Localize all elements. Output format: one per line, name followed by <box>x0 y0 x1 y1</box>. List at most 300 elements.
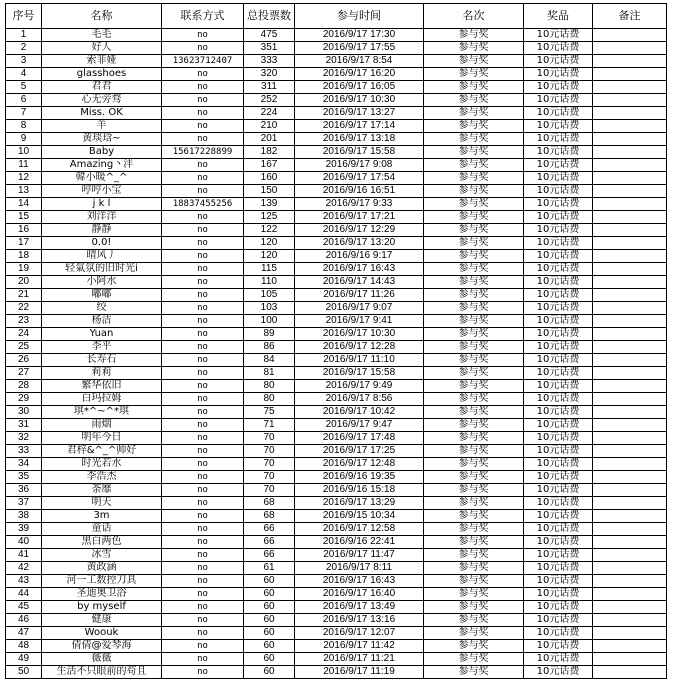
results-sheet <box>5 3 667 679</box>
cell-index: 2 <box>6 42 42 55</box>
cell-index: 4 <box>6 68 42 81</box>
header-votes: 总投票数 <box>244 4 295 29</box>
cell-rank: 参与奖 <box>424 237 524 250</box>
cell-notes <box>593 419 667 432</box>
cell-notes <box>593 68 667 81</box>
cell-contact: no <box>162 458 244 471</box>
cell-votes: 70 <box>244 445 295 458</box>
cell-votes: 125 <box>244 211 295 224</box>
cell-votes: 89 <box>244 328 295 341</box>
cell-name: 黑白两色 <box>42 536 162 549</box>
table-row <box>6 185 667 198</box>
cell-time: 2016/9/17 13:29 <box>295 497 424 510</box>
cell-time: 2016/9/17 9:41 <box>295 315 424 328</box>
cell-votes: 68 <box>244 510 295 523</box>
cell-prize: 10元话费 <box>524 328 593 341</box>
cell-notes <box>593 536 667 549</box>
cell-prize: 10元话费 <box>524 653 593 666</box>
cell-prize: 10元话费 <box>524 133 593 146</box>
cell-index: 9 <box>6 133 42 146</box>
cell-prize: 10元话费 <box>524 588 593 601</box>
cell-time: 2016/9/17 9:47 <box>295 419 424 432</box>
cell-contact: no <box>162 406 244 419</box>
cell-votes: 201 <box>244 133 295 146</box>
table-row <box>6 354 667 367</box>
cell-prize: 10元话费 <box>524 562 593 575</box>
cell-rank: 参与奖 <box>424 367 524 380</box>
cell-notes <box>593 471 667 484</box>
cell-index: 5 <box>6 81 42 94</box>
cell-prize: 10元话费 <box>524 536 593 549</box>
cell-prize: 10元话费 <box>524 237 593 250</box>
table-row <box>6 393 667 406</box>
cell-votes: 71 <box>244 419 295 432</box>
table-row <box>6 68 667 81</box>
table-row <box>6 562 667 575</box>
cell-rank: 参与奖 <box>424 510 524 523</box>
cell-name: 哼哼小宝 <box>42 185 162 198</box>
cell-notes <box>593 302 667 315</box>
cell-contact: no <box>162 666 244 679</box>
cell-index: 14 <box>6 198 42 211</box>
cell-prize: 10元话费 <box>524 224 593 237</box>
cell-rank: 参与奖 <box>424 497 524 510</box>
cell-prize: 10元话费 <box>524 640 593 653</box>
cell-prize: 10元话费 <box>524 445 593 458</box>
cell-time: 2016/9/16 22:41 <box>295 536 424 549</box>
cell-prize: 10元话费 <box>524 29 593 42</box>
cell-name: 杨洁 <box>42 315 162 328</box>
cell-rank: 参与奖 <box>424 328 524 341</box>
cell-time: 2016/9/17 17:54 <box>295 172 424 185</box>
cell-rank: 参与奖 <box>424 536 524 549</box>
cell-name: 莉莉 <box>42 367 162 380</box>
cell-votes: 311 <box>244 81 295 94</box>
cell-name: 刘洋洋 <box>42 211 162 224</box>
cell-time: 2016/9/17 9:08 <box>295 159 424 172</box>
cell-name: Amazing丶沣 <box>42 159 162 172</box>
cell-votes: 61 <box>244 562 295 575</box>
cell-index: 21 <box>6 289 42 302</box>
cell-votes: 60 <box>244 614 295 627</box>
cell-contact: no <box>162 601 244 614</box>
cell-rank: 参与奖 <box>424 354 524 367</box>
cell-votes: 139 <box>244 198 295 211</box>
cell-rank: 参与奖 <box>424 250 524 263</box>
cell-prize: 10元话费 <box>524 42 593 55</box>
cell-contact: no <box>162 185 244 198</box>
cell-index: 47 <box>6 627 42 640</box>
cell-index: 49 <box>6 653 42 666</box>
table-row <box>6 380 667 393</box>
cell-rank: 参与奖 <box>424 315 524 328</box>
cell-votes: 333 <box>244 55 295 68</box>
cell-index: 24 <box>6 328 42 341</box>
table-row <box>6 133 667 146</box>
cell-votes: 115 <box>244 263 295 276</box>
header-time: 参与时间 <box>295 4 424 29</box>
cell-notes <box>593 562 667 575</box>
cell-time: 2016/9/16 19:35 <box>295 471 424 484</box>
cell-name: 李浩杰 <box>42 471 162 484</box>
table-row <box>6 328 667 341</box>
cell-rank: 参与奖 <box>424 380 524 393</box>
cell-rank: 参与奖 <box>424 68 524 81</box>
cell-prize: 10元话费 <box>524 627 593 640</box>
cell-contact: no <box>162 549 244 562</box>
cell-time: 2016/9/17 11:26 <box>295 289 424 302</box>
cell-contact: no <box>162 159 244 172</box>
cell-time: 2016/9/17 16:43 <box>295 263 424 276</box>
cell-rank: 参与奖 <box>424 289 524 302</box>
cell-name: 健康 <box>42 614 162 627</box>
cell-time: 2016/9/17 16:40 <box>295 588 424 601</box>
cell-notes <box>593 445 667 458</box>
cell-rank: 参与奖 <box>424 94 524 107</box>
cell-notes <box>593 458 667 471</box>
cell-index: 30 <box>6 406 42 419</box>
cell-contact: no <box>162 640 244 653</box>
cell-name: 雨烟 <box>42 419 162 432</box>
cell-index: 37 <box>6 497 42 510</box>
cell-name: 繁华依旧 <box>42 380 162 393</box>
cell-contact: no <box>162 328 244 341</box>
cell-name: by myself <box>42 601 162 614</box>
cell-index: 31 <box>6 419 42 432</box>
cell-name: 黄政涵 <box>42 562 162 575</box>
cell-votes: 60 <box>244 575 295 588</box>
cell-contact: no <box>162 614 244 627</box>
cell-votes: 167 <box>244 159 295 172</box>
cell-index: 38 <box>6 510 42 523</box>
cell-contact: no <box>162 302 244 315</box>
cell-prize: 10元话费 <box>524 120 593 133</box>
table-row <box>6 120 667 133</box>
cell-rank: 参与奖 <box>424 29 524 42</box>
cell-votes: 66 <box>244 549 295 562</box>
cell-name: 好人 <box>42 42 162 55</box>
cell-contact: no <box>162 497 244 510</box>
cell-contact: no <box>162 536 244 549</box>
table-row <box>6 666 667 679</box>
header-index: 序号 <box>6 4 42 29</box>
cell-notes <box>593 627 667 640</box>
cell-rank: 参与奖 <box>424 302 524 315</box>
cell-time: 2016/9/17 17:30 <box>295 29 424 42</box>
cell-time: 2016/9/17 17:48 <box>295 432 424 445</box>
cell-rank: 参与奖 <box>424 120 524 133</box>
table-row <box>6 107 667 120</box>
cell-votes: 103 <box>244 302 295 315</box>
cell-votes: 160 <box>244 172 295 185</box>
table-row <box>6 445 667 458</box>
cell-rank: 参与奖 <box>424 653 524 666</box>
cell-votes: 224 <box>244 107 295 120</box>
cell-notes <box>593 588 667 601</box>
cell-votes: 60 <box>244 588 295 601</box>
cell-time: 2016/9/16 16:51 <box>295 185 424 198</box>
cell-votes: 86 <box>244 341 295 354</box>
table-row <box>6 471 667 484</box>
cell-contact: no <box>162 81 244 94</box>
table-row <box>6 432 667 445</box>
cell-notes <box>593 133 667 146</box>
cell-notes <box>593 640 667 653</box>
cell-contact: 13623712407 <box>162 55 244 68</box>
cell-notes <box>593 29 667 42</box>
cell-contact: no <box>162 575 244 588</box>
table-row <box>6 94 667 107</box>
cell-rank: 参与奖 <box>424 549 524 562</box>
cell-notes <box>593 484 667 497</box>
table-row <box>6 341 667 354</box>
cell-name: 绞 <box>42 302 162 315</box>
cell-prize: 10元话费 <box>524 380 593 393</box>
cell-prize: 10元话费 <box>524 666 593 679</box>
table-row <box>6 55 667 68</box>
cell-time: 2016/9/17 17:21 <box>295 211 424 224</box>
cell-index: 29 <box>6 393 42 406</box>
cell-notes <box>593 575 667 588</box>
cell-prize: 10元话费 <box>524 575 593 588</box>
cell-name: 0.0! <box>42 237 162 250</box>
table-row <box>6 484 667 497</box>
cell-rank: 参与奖 <box>424 198 524 211</box>
cell-votes: 70 <box>244 432 295 445</box>
table-row <box>6 250 667 263</box>
cell-index: 16 <box>6 224 42 237</box>
cell-notes <box>593 341 667 354</box>
cell-name: 时光若水 <box>42 458 162 471</box>
results-table <box>5 3 667 679</box>
cell-rank: 参与奖 <box>424 601 524 614</box>
cell-time: 2016/9/17 13:20 <box>295 237 424 250</box>
cell-prize: 10元话费 <box>524 471 593 484</box>
cell-contact: no <box>162 107 244 120</box>
cell-index: 26 <box>6 354 42 367</box>
cell-votes: 81 <box>244 367 295 380</box>
cell-prize: 10元话费 <box>524 497 593 510</box>
cell-name: j k l <box>42 198 162 211</box>
cell-name: 薇薇 <box>42 653 162 666</box>
cell-votes: 66 <box>244 536 295 549</box>
cell-name: 毛毛 <box>42 29 162 42</box>
cell-rank: 参与奖 <box>424 458 524 471</box>
cell-rank: 参与奖 <box>424 562 524 575</box>
cell-votes: 182 <box>244 146 295 159</box>
cell-index: 44 <box>6 588 42 601</box>
cell-contact: no <box>162 354 244 367</box>
table-row <box>6 42 667 55</box>
cell-time: 2016/9/17 8:11 <box>295 562 424 575</box>
cell-contact: no <box>162 224 244 237</box>
cell-rank: 参与奖 <box>424 81 524 94</box>
header-rank: 名次 <box>424 4 524 29</box>
cell-votes: 150 <box>244 185 295 198</box>
cell-time: 2016/9/17 10:42 <box>295 406 424 419</box>
cell-notes <box>593 211 667 224</box>
cell-name: 晴风丿 <box>42 250 162 263</box>
cell-contact: no <box>162 653 244 666</box>
cell-rank: 参与奖 <box>424 445 524 458</box>
cell-votes: 66 <box>244 523 295 536</box>
cell-votes: 60 <box>244 640 295 653</box>
table-row <box>6 302 667 315</box>
cell-time: 2016/9/17 8:56 <box>295 393 424 406</box>
cell-notes <box>593 549 667 562</box>
cell-contact: no <box>162 432 244 445</box>
table-row <box>6 81 667 94</box>
cell-time: 2016/9/17 17:25 <box>295 445 424 458</box>
cell-rank: 参与奖 <box>424 588 524 601</box>
cell-votes: 105 <box>244 289 295 302</box>
cell-prize: 10元话费 <box>524 172 593 185</box>
cell-index: 32 <box>6 432 42 445</box>
cell-contact: no <box>162 263 244 276</box>
header-prize: 奖品 <box>524 4 593 29</box>
cell-votes: 110 <box>244 276 295 289</box>
cell-contact: no <box>162 445 244 458</box>
header-name: 名称 <box>42 4 162 29</box>
table-row <box>6 575 667 588</box>
table-row <box>6 211 667 224</box>
cell-contact: no <box>162 484 244 497</box>
cell-notes <box>593 666 667 679</box>
cell-prize: 10元话费 <box>524 510 593 523</box>
cell-time: 2016/9/17 13:49 <box>295 601 424 614</box>
header-contact: 联系方式 <box>162 4 244 29</box>
cell-contact: no <box>162 588 244 601</box>
cell-name: 圣迪奥卫浴 <box>42 588 162 601</box>
cell-name: 冰雪 <box>42 549 162 562</box>
cell-time: 2016/9/17 12:58 <box>295 523 424 536</box>
cell-votes: 60 <box>244 666 295 679</box>
cell-prize: 10元话费 <box>524 146 593 159</box>
cell-contact: no <box>162 523 244 536</box>
cell-time: 2016/9/17 15:58 <box>295 367 424 380</box>
cell-prize: 10元话费 <box>524 159 593 172</box>
table-row <box>6 29 667 42</box>
table-body <box>6 29 667 679</box>
table-row <box>6 224 667 237</box>
cell-notes <box>593 198 667 211</box>
cell-contact: no <box>162 172 244 185</box>
cell-notes <box>593 107 667 120</box>
cell-contact: no <box>162 471 244 484</box>
cell-contact: no <box>162 42 244 55</box>
cell-notes <box>593 315 667 328</box>
cell-notes <box>593 328 667 341</box>
cell-index: 28 <box>6 380 42 393</box>
cell-contact: no <box>162 367 244 380</box>
cell-notes <box>593 237 667 250</box>
cell-name: glasshoes <box>42 68 162 81</box>
cell-time: 2016/9/17 13:18 <box>295 133 424 146</box>
cell-name: 荼靡 <box>42 484 162 497</box>
cell-time: 2016/9/16 15:18 <box>295 484 424 497</box>
cell-index: 1 <box>6 29 42 42</box>
cell-time: 2016/9/17 12:07 <box>295 627 424 640</box>
header-row <box>6 4 667 29</box>
cell-name: 长寿石 <box>42 354 162 367</box>
cell-contact: no <box>162 289 244 302</box>
table-row <box>6 653 667 666</box>
cell-notes <box>593 380 667 393</box>
cell-rank: 参与奖 <box>424 263 524 276</box>
cell-prize: 10元话费 <box>524 81 593 94</box>
cell-index: 46 <box>6 614 42 627</box>
cell-contact: no <box>162 393 244 406</box>
cell-rank: 参与奖 <box>424 523 524 536</box>
cell-contact: no <box>162 276 244 289</box>
cell-rank: 参与奖 <box>424 640 524 653</box>
cell-votes: 80 <box>244 380 295 393</box>
cell-votes: 252 <box>244 94 295 107</box>
cell-name: 君君 <box>42 81 162 94</box>
cell-name: Miss. OK <box>42 107 162 120</box>
cell-notes <box>593 653 667 666</box>
cell-index: 40 <box>6 536 42 549</box>
cell-votes: 60 <box>244 653 295 666</box>
table-row <box>6 276 667 289</box>
cell-index: 23 <box>6 315 42 328</box>
cell-index: 15 <box>6 211 42 224</box>
table-row <box>6 549 667 562</box>
cell-votes: 351 <box>244 42 295 55</box>
cell-votes: 70 <box>244 458 295 471</box>
cell-notes <box>593 406 667 419</box>
cell-notes <box>593 510 667 523</box>
cell-rank: 参与奖 <box>424 146 524 159</box>
cell-time: 2016/9/17 16:05 <box>295 81 424 94</box>
table-row <box>6 159 667 172</box>
cell-time: 2016/9/17 15:58 <box>295 146 424 159</box>
cell-name: Woouk <box>42 627 162 640</box>
cell-contact: no <box>162 133 244 146</box>
cell-votes: 70 <box>244 471 295 484</box>
table-row <box>6 289 667 302</box>
cell-index: 33 <box>6 445 42 458</box>
cell-rank: 参与奖 <box>424 471 524 484</box>
cell-contact: no <box>162 120 244 133</box>
cell-rank: 参与奖 <box>424 406 524 419</box>
table-row <box>6 172 667 185</box>
cell-rank: 参与奖 <box>424 55 524 68</box>
cell-time: 2016/9/17 12:48 <box>295 458 424 471</box>
cell-prize: 10元话费 <box>524 614 593 627</box>
cell-time: 2016/9/17 12:29 <box>295 224 424 237</box>
cell-index: 8 <box>6 120 42 133</box>
cell-index: 3 <box>6 55 42 68</box>
table-row <box>6 367 667 380</box>
cell-rank: 参与奖 <box>424 419 524 432</box>
cell-name: 倩倩@爱琴海 <box>42 640 162 653</box>
cell-notes <box>593 172 667 185</box>
cell-notes <box>593 250 667 263</box>
cell-notes <box>593 159 667 172</box>
cell-votes: 210 <box>244 120 295 133</box>
cell-notes <box>593 289 667 302</box>
cell-name: 嘟嘟 <box>42 289 162 302</box>
cell-index: 20 <box>6 276 42 289</box>
cell-index: 10 <box>6 146 42 159</box>
cell-prize: 10元话费 <box>524 406 593 419</box>
cell-prize: 10元话费 <box>524 315 593 328</box>
table-row <box>6 458 667 471</box>
cell-contact: no <box>162 68 244 81</box>
cell-name: Yuan <box>42 328 162 341</box>
cell-index: 13 <box>6 185 42 198</box>
